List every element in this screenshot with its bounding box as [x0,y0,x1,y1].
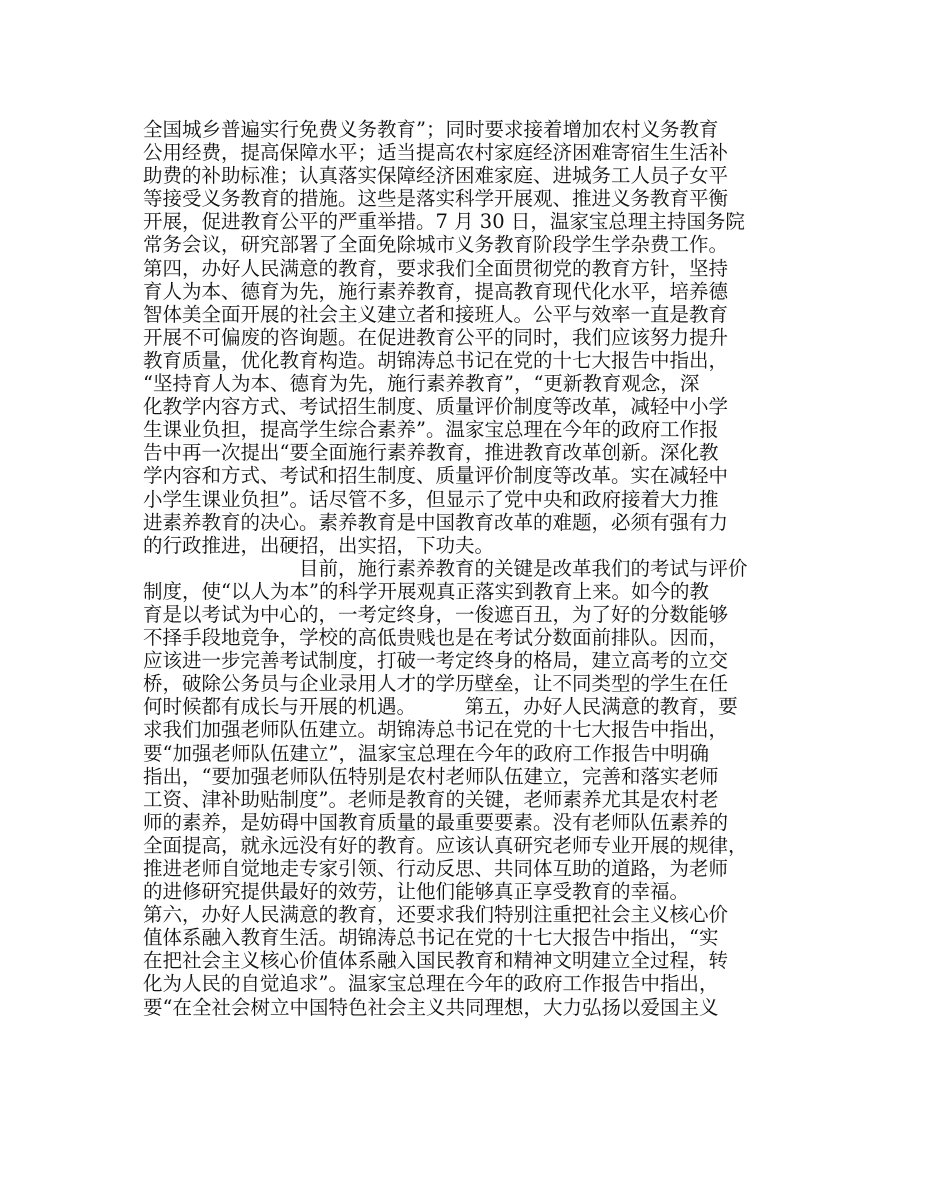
text-line: 化教学内容方式、考试招生制度、质量评价制度等改革，减轻中小学 [143,395,729,419]
text-line: 全面提高，就永远没有好的教育。应该认真研究老师专业开展的规律， [143,833,748,857]
text-line: 制度，使“以人为本”的科学开展观真正落实到教育上来。如今的教 [143,579,709,603]
text-line: 教育质量，优化教育构造。胡锦涛总书记在党的十七大报告中指出， [143,348,729,372]
text-line: 求我们加强老师队伍建立。胡锦涛总书记在党的十七大报告中指出， [143,718,729,742]
text-line: 智体美全面开展的社会主义建立者和接班人。公平与效率一直是教育 [143,302,729,326]
text-line: 在把社会主义核心价值体系融入国民教育和精神文明建立全过程，转 [143,949,729,973]
text-line: 开展不可偏废的咨询题。在促进教育公平的同时，我们应该努力提升 [143,325,729,349]
text-line: 等接受义务教育的措施。这些是落实科学开展观、推进义务教育平衡 [143,187,729,211]
text-line: 全国城乡普遍实行免费义务教育”；同时要求接着增加农村义务教育 [143,118,719,141]
text-line: 的行政推进，出硬招，出实招，下功夫。 [143,533,495,557]
text-line: 第六，办好人民满意的教育，还要求我们特别注重把社会主义核心价 [143,903,729,927]
text-line: 育人为本、德育为先，施行素养教育，提高教育现代化水平，培养德 [143,279,729,303]
text-line: 公用经费，提高保障水平；适当提高农村家庭经济困难寄宿生生活补 [143,141,729,165]
text-line: 工资、津补助贴制度”。老师是教育的关键，老师素养尤其是农村老 [143,787,719,811]
text-line: 推进老师自觉地走专家引领、行动反思、共同体互助的道路，为老师 [143,857,729,880]
text-line: 小学生课业负担”。话尽管不多，但显示了党中央和政府接着大力推 [143,487,719,511]
text-line: 要“在全社会树立中国特色社会主义共同理想，大力弘扬以爱国主义 [143,995,719,1019]
text-line: 不择手段地竞争，学校的高低贵贱也是在考试分数面前排队。因而， [143,626,729,650]
text-line: 要“加强老师队伍建立”，温家宝总理在今年的政府工作报告中明确 [143,741,709,765]
text-line: 助费的补助标准；认真落实保障经济困难家庭、进城务工人员子女平 [143,164,729,188]
text-line: 目前，施行素养教育的关键是改革我们的考试与评价 [143,556,748,580]
text-line: “坚持育人为本、德育为先，施行素养教育”，“更新教育观念，深 [143,372,700,396]
text-line: 开展，促进教育公平的严重举措。7 月 30 日，温家宝总理主持国务院 [143,210,745,234]
body-text [143,118,823,1019]
text-line: 第四，办好人民满意的教育，要求我们全面贯彻党的教育方针，坚持 [143,256,729,280]
text-line: 的进修研究提供最好的效劳，让他们能够真正享受教育的幸福。 [143,880,690,904]
text-line: 化为人民的自觉追求”。温家宝总理在今年的政府工作报告中指出， [143,972,719,996]
text-line: 进素养教育的决心。素养教育是中国教育改革的难题，必须有强有力 [143,510,729,534]
text-line: 生课业负担，提高学生综合素养”。温家宝总理在今年的政府工作报 [143,418,719,442]
text-line: 桥，破除公务员与企业录用人才的学历壁垒，让不同类型的学生在任 [143,672,729,696]
text-line: 学内容和方式、考试和招生制度、质量评价制度等改革。实在减轻中 [143,464,729,488]
text-line: 告中再一次提出“要全面施行素养教育，推进教育改革创新。深化教 [143,441,719,465]
text-line: 常务会议，研究部署了全面免除城市义务教育阶段学生学杂费工作。 [143,233,729,257]
text-line: 育是以考试为中心的，一考定终身，一俊遮百丑，为了好的分数能够 [143,602,729,626]
text-line: 师的素养，是妨碍中国教育质量的最重要要素。没有老师队伍素养的 [143,810,729,834]
text-line: 指出，“要加强老师队伍特别是农村老师队伍建立，完善和落实老师 [143,764,719,788]
text-line: 应该进一步完善考试制度，打破一考定终身的格局，建立高考的立交 [143,649,729,673]
text-line: 值体系融入教育生活。胡锦涛总书记在党的十七大报告中指出，“实 [143,926,719,950]
text-line: 何时候都有成长与开展的机遇。 第五，办好人民满意的教育，要 [143,695,738,719]
